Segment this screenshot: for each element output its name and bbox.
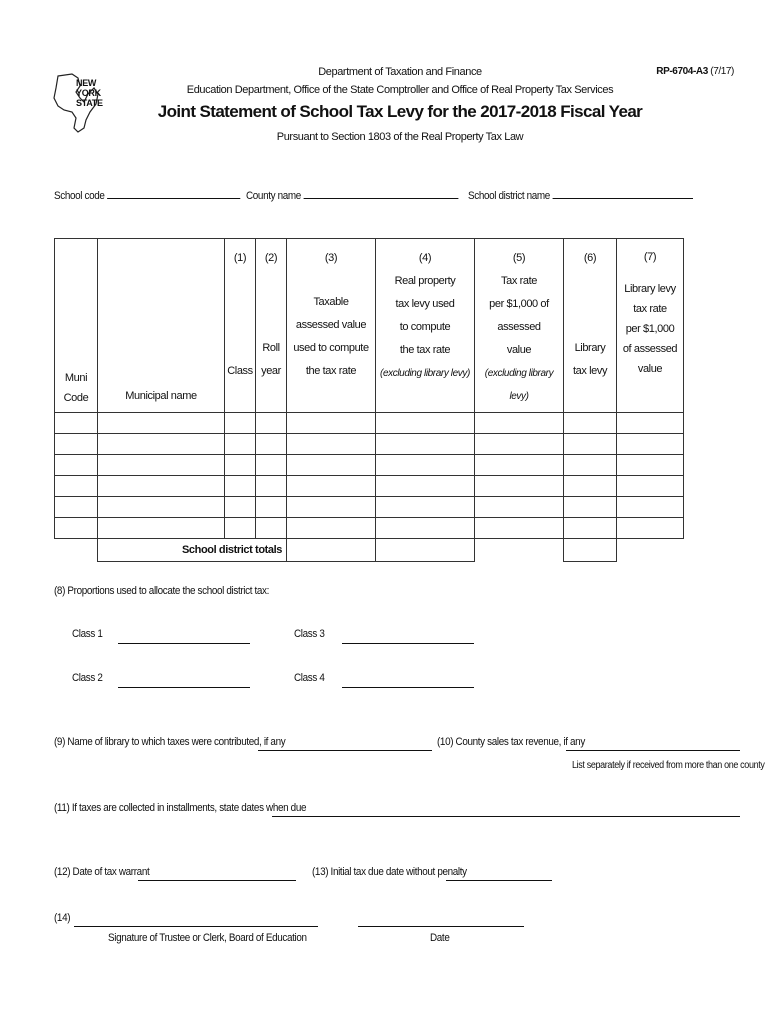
totals-row (55, 539, 684, 562)
col-3-l4: the tax rate (305, 365, 357, 377)
col-7-num: (7) (643, 251, 657, 263)
section-10-note: List separately if received from more than one county (572, 760, 765, 771)
col-4-num: (4) (418, 252, 432, 264)
col-5-l2: per $1,000 of (489, 298, 549, 310)
col-3-num: (3) (324, 252, 338, 264)
col-5-l3: assessed (497, 321, 541, 333)
col-6-l2: tax levy (572, 365, 608, 377)
class-4-line[interactable] (342, 687, 474, 688)
col-1-num: (1) (233, 252, 247, 264)
col-4-l4: the tax rate (399, 344, 451, 356)
class-2-field[interactable] (72, 672, 103, 684)
col-7-l3: per $1,000 (625, 323, 675, 335)
class-2-line[interactable] (118, 687, 250, 688)
col-4-levy (376, 239, 475, 413)
signature-date-line[interactable] (358, 926, 524, 927)
logo-text-new: NEW (76, 78, 97, 88)
col-6-num: (6) (583, 252, 597, 264)
table-row[interactable] (55, 497, 684, 518)
class-2-label: Class 2 (72, 672, 103, 684)
county-name-label: County name (246, 190, 301, 202)
section-11-label: (11) If taxes are collected in installments, state dates when due (54, 802, 307, 814)
col-3-taxable-av (287, 239, 376, 413)
school-code-line[interactable] (107, 188, 240, 199)
class-3-line[interactable] (342, 643, 474, 644)
col-municipal-name (98, 239, 225, 413)
col-4-l2: tax levy used (395, 298, 455, 310)
col-7-l2: tax rate (633, 303, 667, 315)
section-13-label: (13) Initial tax due date without penalty (312, 866, 467, 878)
col-5-l5: (excluding library levy) (484, 368, 554, 402)
section-8-label: (8) Proportions used to allocate the school district tax: (54, 585, 270, 597)
col-4-l1: Real property (394, 275, 456, 287)
installment-dates-line[interactable] (272, 816, 740, 817)
col-1-label: Class (227, 365, 253, 377)
class-4-label: Class 4 (294, 672, 325, 684)
class-1-label: Class 1 (72, 628, 103, 640)
table-row[interactable] (55, 476, 684, 497)
levy-table (54, 238, 684, 562)
table-row[interactable] (55, 518, 684, 539)
totals-label: School district totals (98, 539, 287, 562)
date-caption: Date (430, 932, 450, 944)
form-number-code: RP-6704-A3 (656, 66, 708, 77)
signature-caption: Signature of Trustee or Clerk, Board of Education (108, 932, 307, 944)
total-levy[interactable] (376, 539, 475, 562)
col-muni-code (55, 239, 98, 413)
class-1-field[interactable] (72, 628, 103, 640)
col-3-l1: Taxable (313, 296, 349, 308)
school-code-label: School code (54, 190, 105, 202)
class-3-label: Class 3 (294, 628, 325, 640)
form-title: Joint Statement of School Tax Levy for the 2017-2018 Fiscal Year (157, 102, 643, 121)
agencies-line: Education Department, Office of the State Comptroller and Office of Real Property Tax Services (186, 84, 614, 96)
logo-text-york: YORK (76, 88, 101, 98)
col-municipal-name-label: Municipal name (125, 390, 197, 402)
col-2-roll-year (256, 239, 287, 413)
col-2-num: (2) (264, 252, 278, 264)
col-5-l4: value (506, 344, 532, 356)
class-4-field[interactable] (294, 672, 325, 684)
col-6-library-levy (564, 239, 617, 413)
form-subtitle: Pursuant to Section 1803 of the Real Property Tax Law (276, 131, 524, 143)
col-2-l2: year (261, 365, 281, 377)
col-4-l5: (excluding library levy) (380, 368, 470, 379)
department-line: Department of Taxation and Finance (318, 66, 482, 78)
col-muni-code-l1: Muni (64, 372, 88, 384)
signature-line[interactable] (74, 926, 318, 927)
school-code-field[interactable] (54, 188, 240, 202)
section-12-label: (12) Date of tax warrant (54, 866, 150, 878)
logo-text-state: STATE (76, 98, 103, 108)
table-row[interactable] (55, 455, 684, 476)
library-name-line[interactable] (258, 750, 432, 751)
class-1-line[interactable] (118, 643, 250, 644)
section-10-label: (10) County sales tax revenue, if any (437, 736, 585, 748)
section-9-label: (9) Name of library to which taxes were contributed, if any (54, 736, 286, 748)
total-taxable-av[interactable] (287, 539, 376, 562)
county-name-line[interactable] (303, 188, 458, 199)
col-muni-code-l2: Code (63, 392, 89, 404)
class-3-field[interactable] (294, 628, 325, 640)
col-5-l1: Tax rate (501, 275, 537, 287)
col-3-l3: used to compute (293, 342, 369, 354)
form-number (656, 66, 734, 77)
col-5-tax-rate (475, 239, 564, 413)
col-7-l5: value (637, 363, 663, 375)
school-district-name-label: School district name (468, 190, 550, 202)
col-2-l1: Roll (262, 342, 280, 354)
col-7-library-rate (617, 239, 684, 413)
col-7-l1: Library levy (624, 283, 676, 295)
school-district-name-line[interactable] (552, 188, 692, 199)
tax-warrant-date-line[interactable] (138, 880, 296, 881)
table-row[interactable] (55, 413, 684, 434)
table-header-row (55, 239, 684, 413)
school-district-name-field[interactable] (468, 188, 693, 202)
col-1-class (225, 239, 256, 413)
col-3-l2: assessed value (295, 319, 367, 331)
col-4-l3: to compute (399, 321, 451, 333)
county-name-field[interactable] (246, 188, 458, 202)
initial-due-date-line[interactable] (446, 880, 552, 881)
col-7-l4: of assessed (622, 343, 678, 355)
sales-tax-line[interactable] (566, 750, 740, 751)
form-number-date: (7/17) (710, 66, 734, 77)
section-14-label: (14) (54, 912, 71, 924)
table-row[interactable] (55, 434, 684, 455)
total-library-levy[interactable] (564, 539, 617, 562)
col-5-num: (5) (512, 252, 526, 264)
col-6-l1: Library (574, 342, 606, 354)
